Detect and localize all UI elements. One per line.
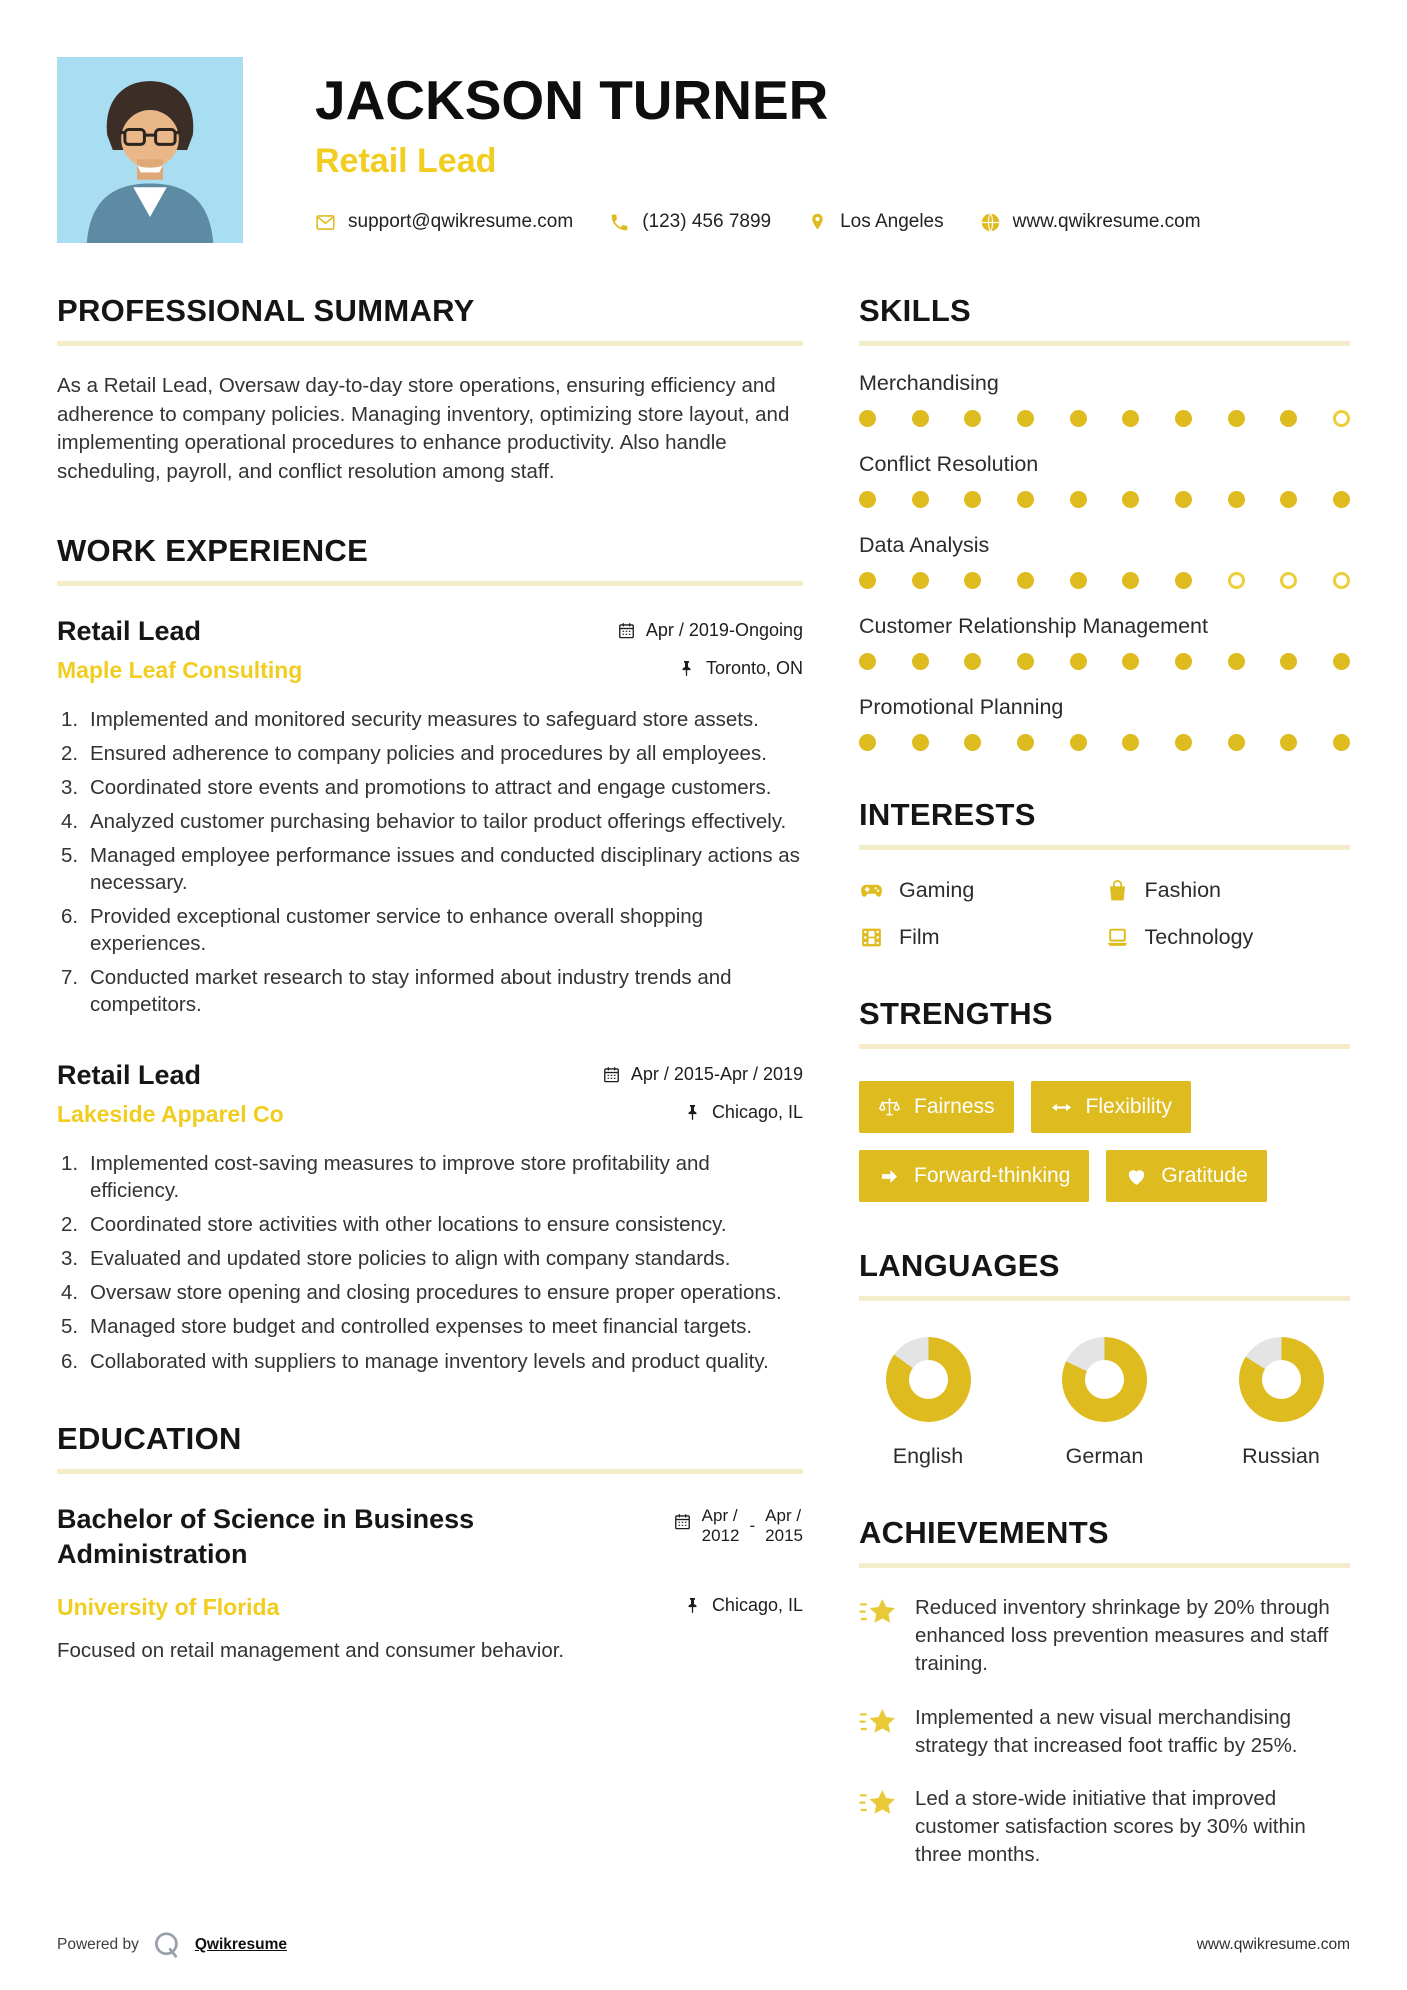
bullet-item: Collaborated with suppliers to manage inventory levels and product quality. [90, 1349, 769, 1373]
section-professional-summary [57, 293, 803, 487]
skill-dot [859, 572, 876, 589]
interest-label: Gaming [899, 878, 975, 902]
education-dates [673, 1506, 803, 1572]
skill-dot [1070, 653, 1087, 670]
skill-dot [1122, 491, 1139, 508]
skill-dot [912, 734, 929, 751]
skill-dot [859, 410, 876, 427]
strength-label: Flexibility [1085, 1095, 1172, 1118]
profile-photo [57, 57, 243, 243]
right-column [859, 293, 1350, 1869]
skill-dot [1070, 734, 1087, 751]
education-end-month: Apr / [765, 1505, 802, 1525]
heart-icon [1125, 1165, 1148, 1188]
skill-dot [1280, 572, 1297, 589]
section-achievements [859, 1515, 1350, 1869]
skill-dot [964, 491, 981, 508]
heading-underline [859, 1296, 1350, 1301]
skill-level-dots [859, 410, 1350, 427]
skill-dot [1175, 572, 1192, 589]
strengths-badges [859, 1081, 1350, 1202]
contact-text: (123) 456 7899 [642, 211, 772, 232]
job-location-text: Chicago, IL [711, 1102, 803, 1123]
language-item [863, 1337, 993, 1469]
interest-label: Fashion [1144, 878, 1221, 902]
pushpin-icon [677, 659, 696, 678]
person-title: Retail Lead [315, 142, 497, 180]
achievements-list [859, 1594, 1350, 1869]
powered-by-label: Powered by [57, 1936, 139, 1953]
job-bullet-list [57, 706, 803, 1018]
bullet-item: Implemented and monitored security measures to safeguard store assets. [90, 707, 759, 731]
double-arrow-icon [1050, 1096, 1073, 1119]
date-separator: - [749, 1515, 756, 1535]
section-work-experience [57, 533, 803, 1375]
achievement-text: Reduced inventory shrinkage by 20% through enhanced loss prevention measures and staff training. [915, 1596, 1330, 1675]
skill-dot [912, 572, 929, 589]
film-icon [859, 925, 884, 950]
strength-badge [1031, 1081, 1191, 1133]
skill-dot [964, 734, 981, 751]
calendar-icon [602, 1065, 621, 1084]
section-heading: INTERESTS [859, 797, 1036, 832]
skill-dot [912, 491, 929, 508]
bullet-item: Oversaw store opening and closing procedures to ensure proper operations. [90, 1281, 782, 1305]
calendar-icon [617, 621, 636, 640]
skill-level-dots [859, 734, 1350, 751]
heading-underline [859, 341, 1350, 346]
skill-dot [1228, 734, 1245, 751]
achievement-item [859, 1704, 1350, 1760]
degree-title: Bachelor of Science in Business Administration [57, 1503, 475, 1569]
section-languages [859, 1248, 1350, 1469]
footer [57, 1930, 1350, 1960]
strength-label: Forward-thinking [914, 1164, 1071, 1187]
contact-text: support@qwikresume.com [348, 211, 574, 232]
skill-dot [1017, 734, 1034, 751]
achievement-item [859, 1594, 1350, 1678]
skill-dot [1070, 491, 1087, 508]
skill-dot [964, 653, 981, 670]
job-location [677, 658, 803, 679]
skill-dot [1175, 410, 1192, 427]
pushpin-icon [683, 1103, 702, 1122]
section-heading: STRENGTHS [859, 996, 1053, 1031]
skill-dot [1333, 572, 1350, 589]
heading-underline [57, 581, 803, 586]
job-company: Lakeside Apparel Co [57, 1101, 284, 1128]
education-note: Focused on retail management and consumer behavior. [57, 1638, 565, 1662]
calendar-icon [673, 1512, 692, 1531]
job-company: Maple Leaf Consulting [57, 656, 303, 683]
bullet-item: Coordinated store events and promotions to attract and engage customers. [90, 775, 772, 799]
header [57, 57, 1350, 243]
skill-dot [912, 653, 929, 670]
language-donut-chart [1062, 1337, 1147, 1422]
strength-label: Gratitude [1161, 1164, 1248, 1187]
skill-item [859, 533, 1350, 589]
skill-dot [1280, 491, 1297, 508]
job-bullet-list [57, 1150, 803, 1374]
achievement-text: Led a store-wide initiative that improved customer satisfaction scores by 30% within three months. [915, 1787, 1306, 1867]
education-start-month: Apr / [701, 1505, 738, 1525]
heading-underline [859, 1563, 1350, 1568]
section-heading: ACHIEVEMENTS [859, 1515, 1109, 1550]
language-item [1040, 1337, 1170, 1469]
skill-dot [1017, 410, 1034, 427]
strength-badge [859, 1081, 1014, 1133]
interest-item [1105, 878, 1351, 903]
languages-row [859, 1337, 1350, 1469]
language-label: English [892, 1444, 964, 1468]
contact-row [315, 211, 1350, 233]
star-icon [859, 1787, 899, 1821]
education-location-text: Chicago, IL [711, 1594, 803, 1615]
left-column [57, 293, 803, 1869]
skill-item [859, 452, 1350, 508]
skill-dot [1122, 734, 1139, 751]
skill-dot [1122, 410, 1139, 427]
education-location [683, 1595, 803, 1616]
skill-item [859, 614, 1350, 670]
skill-name: Promotional Planning [859, 695, 1064, 719]
job-date [602, 1064, 803, 1085]
skill-level-dots [859, 572, 1350, 589]
skill-dot [1122, 653, 1139, 670]
skill-dot [859, 491, 876, 508]
skill-dot [1017, 491, 1034, 508]
skill-dot [1280, 410, 1297, 427]
section-heading: LANGUAGES [859, 1248, 1060, 1283]
footer-url: www.qwikresume.com [1196, 1936, 1350, 1953]
phone-icon [609, 212, 630, 233]
shopping-bag-icon [1105, 878, 1130, 903]
skill-dot [1333, 410, 1350, 427]
brand-link[interactable]: Qwikresume [194, 1936, 288, 1953]
skill-dot [1333, 653, 1350, 670]
education-end-year: 2015 [765, 1525, 803, 1545]
strength-badge [1106, 1150, 1266, 1202]
arrow-right-icon [878, 1165, 901, 1188]
skill-dot [1228, 410, 1245, 427]
skill-dot [1228, 572, 1245, 589]
globe-icon [980, 212, 1001, 233]
achievement-item [859, 1785, 1350, 1869]
language-item [1216, 1337, 1346, 1469]
bullet-item: Managed store budget and controlled expenses to meet financial targets. [90, 1315, 753, 1339]
skill-dot [1017, 572, 1034, 589]
skill-level-dots [859, 653, 1350, 670]
gamepad-icon [859, 878, 884, 903]
interest-label: Technology [1144, 925, 1254, 949]
bullet-item: Managed employee performance issues and conducted disciplinary actions as necessary. [90, 843, 800, 894]
skill-level-dots [859, 491, 1350, 508]
skill-dot [1070, 572, 1087, 589]
job-entry [57, 1060, 803, 1374]
heading-underline [859, 845, 1350, 850]
strength-badge [859, 1150, 1089, 1202]
person-name: JACKSON TURNER [315, 69, 829, 131]
contact-item [609, 211, 771, 233]
contact-item [807, 211, 944, 233]
bullet-item: Ensured adherence to company policies and procedures by all employees. [90, 741, 767, 765]
skill-dot [912, 410, 929, 427]
job-entry [57, 616, 803, 1018]
skill-dot [1228, 491, 1245, 508]
skill-name: Customer Relationship Management [859, 614, 1208, 638]
skill-dot [1333, 734, 1350, 751]
qwikresume-logo-icon [152, 1930, 182, 1960]
skill-dot [1333, 491, 1350, 508]
job-date-text: Apr / 2015-Apr / 2019 [630, 1064, 803, 1085]
powered-by-block [57, 1930, 287, 1960]
contact-item [315, 211, 573, 233]
job-title: Retail Lead [57, 615, 202, 646]
skill-dot [1017, 653, 1034, 670]
contact-text: www.qwikresume.com [1012, 211, 1201, 232]
star-icon [859, 1706, 899, 1740]
language-label: Russian [1242, 1444, 1320, 1468]
heading-underline [859, 1044, 1350, 1049]
skill-dot [1070, 410, 1087, 427]
strength-label: Fairness [914, 1095, 995, 1118]
star-icon [859, 1596, 899, 1630]
section-heading: PROFESSIONAL SUMMARY [57, 293, 475, 328]
skill-dot [1175, 491, 1192, 508]
skill-dot [964, 410, 981, 427]
skill-dot [1175, 734, 1192, 751]
skill-dot [1228, 653, 1245, 670]
job-date [617, 620, 803, 641]
location-pin-icon [807, 212, 828, 233]
skills-list [859, 371, 1350, 751]
job-title: Retail Lead [57, 1060, 202, 1091]
bullet-item: Provided exceptional customer service to enhance overall shopping experiences. [90, 905, 704, 956]
skill-dot [859, 653, 876, 670]
education-start-year: 2012 [701, 1525, 740, 1545]
pushpin-icon [683, 1596, 702, 1615]
section-strengths [859, 996, 1350, 1202]
skill-dot [1122, 572, 1139, 589]
language-donut-chart [1239, 1337, 1324, 1422]
contact-text: Los Angeles [840, 211, 944, 232]
heading-underline [57, 341, 803, 346]
skill-item [859, 695, 1350, 751]
skill-name: Conflict Resolution [859, 452, 1039, 476]
skill-name: Data Analysis [859, 533, 990, 557]
interest-item [859, 925, 1105, 950]
bullet-item: Conducted market research to stay informed about industry trends and competitors. [90, 966, 732, 1017]
job-date-text: Apr / 2019-Ongoing [645, 619, 803, 640]
skill-dot [964, 572, 981, 589]
language-donut-chart [886, 1337, 971, 1422]
section-heading: EDUCATION [57, 1420, 242, 1456]
interests-grid [859, 878, 1350, 950]
job-location [683, 1102, 803, 1123]
section-skills [859, 293, 1350, 751]
skill-dot [1280, 653, 1297, 670]
school-name: University of Florida [57, 1593, 280, 1620]
scales-icon [878, 1096, 901, 1119]
interest-label: Film [899, 925, 940, 949]
section-education [57, 1421, 803, 1663]
skill-dot [859, 734, 876, 751]
person-portrait-illustration [57, 57, 243, 243]
bullet-item: Analyzed customer purchasing behavior to tailor product offerings effectively. [90, 809, 787, 833]
achievement-text: Implemented a new visual merchandising strategy that increased foot traffic by 25%. [915, 1705, 1298, 1757]
language-label: German [1065, 1444, 1144, 1468]
skill-name: Merchandising [859, 371, 999, 395]
heading-underline [57, 1469, 803, 1474]
section-heading: WORK EXPERIENCE [57, 532, 369, 568]
skill-item [859, 371, 1350, 427]
skill-dot [1280, 734, 1297, 751]
job-location-text: Toronto, ON [705, 657, 803, 678]
contact-item [980, 211, 1201, 233]
interest-item [859, 878, 1105, 903]
skill-dot [1175, 653, 1192, 670]
laptop-icon [1105, 925, 1130, 950]
section-interests [859, 797, 1350, 950]
summary-text: As a Retail Lead, Oversaw day-to-day store operations, ensuring efficiency and adherence to company policies. Managing inventory, optimizing store layout, and implementing operational procedures to enhance productivity. Also handle scheduling, payroll, and conflict resolution among staff. [57, 374, 790, 484]
main-columns [57, 293, 1350, 1869]
interest-item [1105, 925, 1351, 950]
bullet-item: Evaluated and updated store policies to align with company standards. [90, 1247, 731, 1271]
section-heading: SKILLS [859, 293, 972, 328]
email-icon [315, 212, 336, 233]
bullet-item: Implemented cost-saving measures to improve store profitability and efficiency. [90, 1152, 710, 1203]
bullet-item: Coordinated store activities with other locations to ensure consistency. [90, 1213, 727, 1237]
